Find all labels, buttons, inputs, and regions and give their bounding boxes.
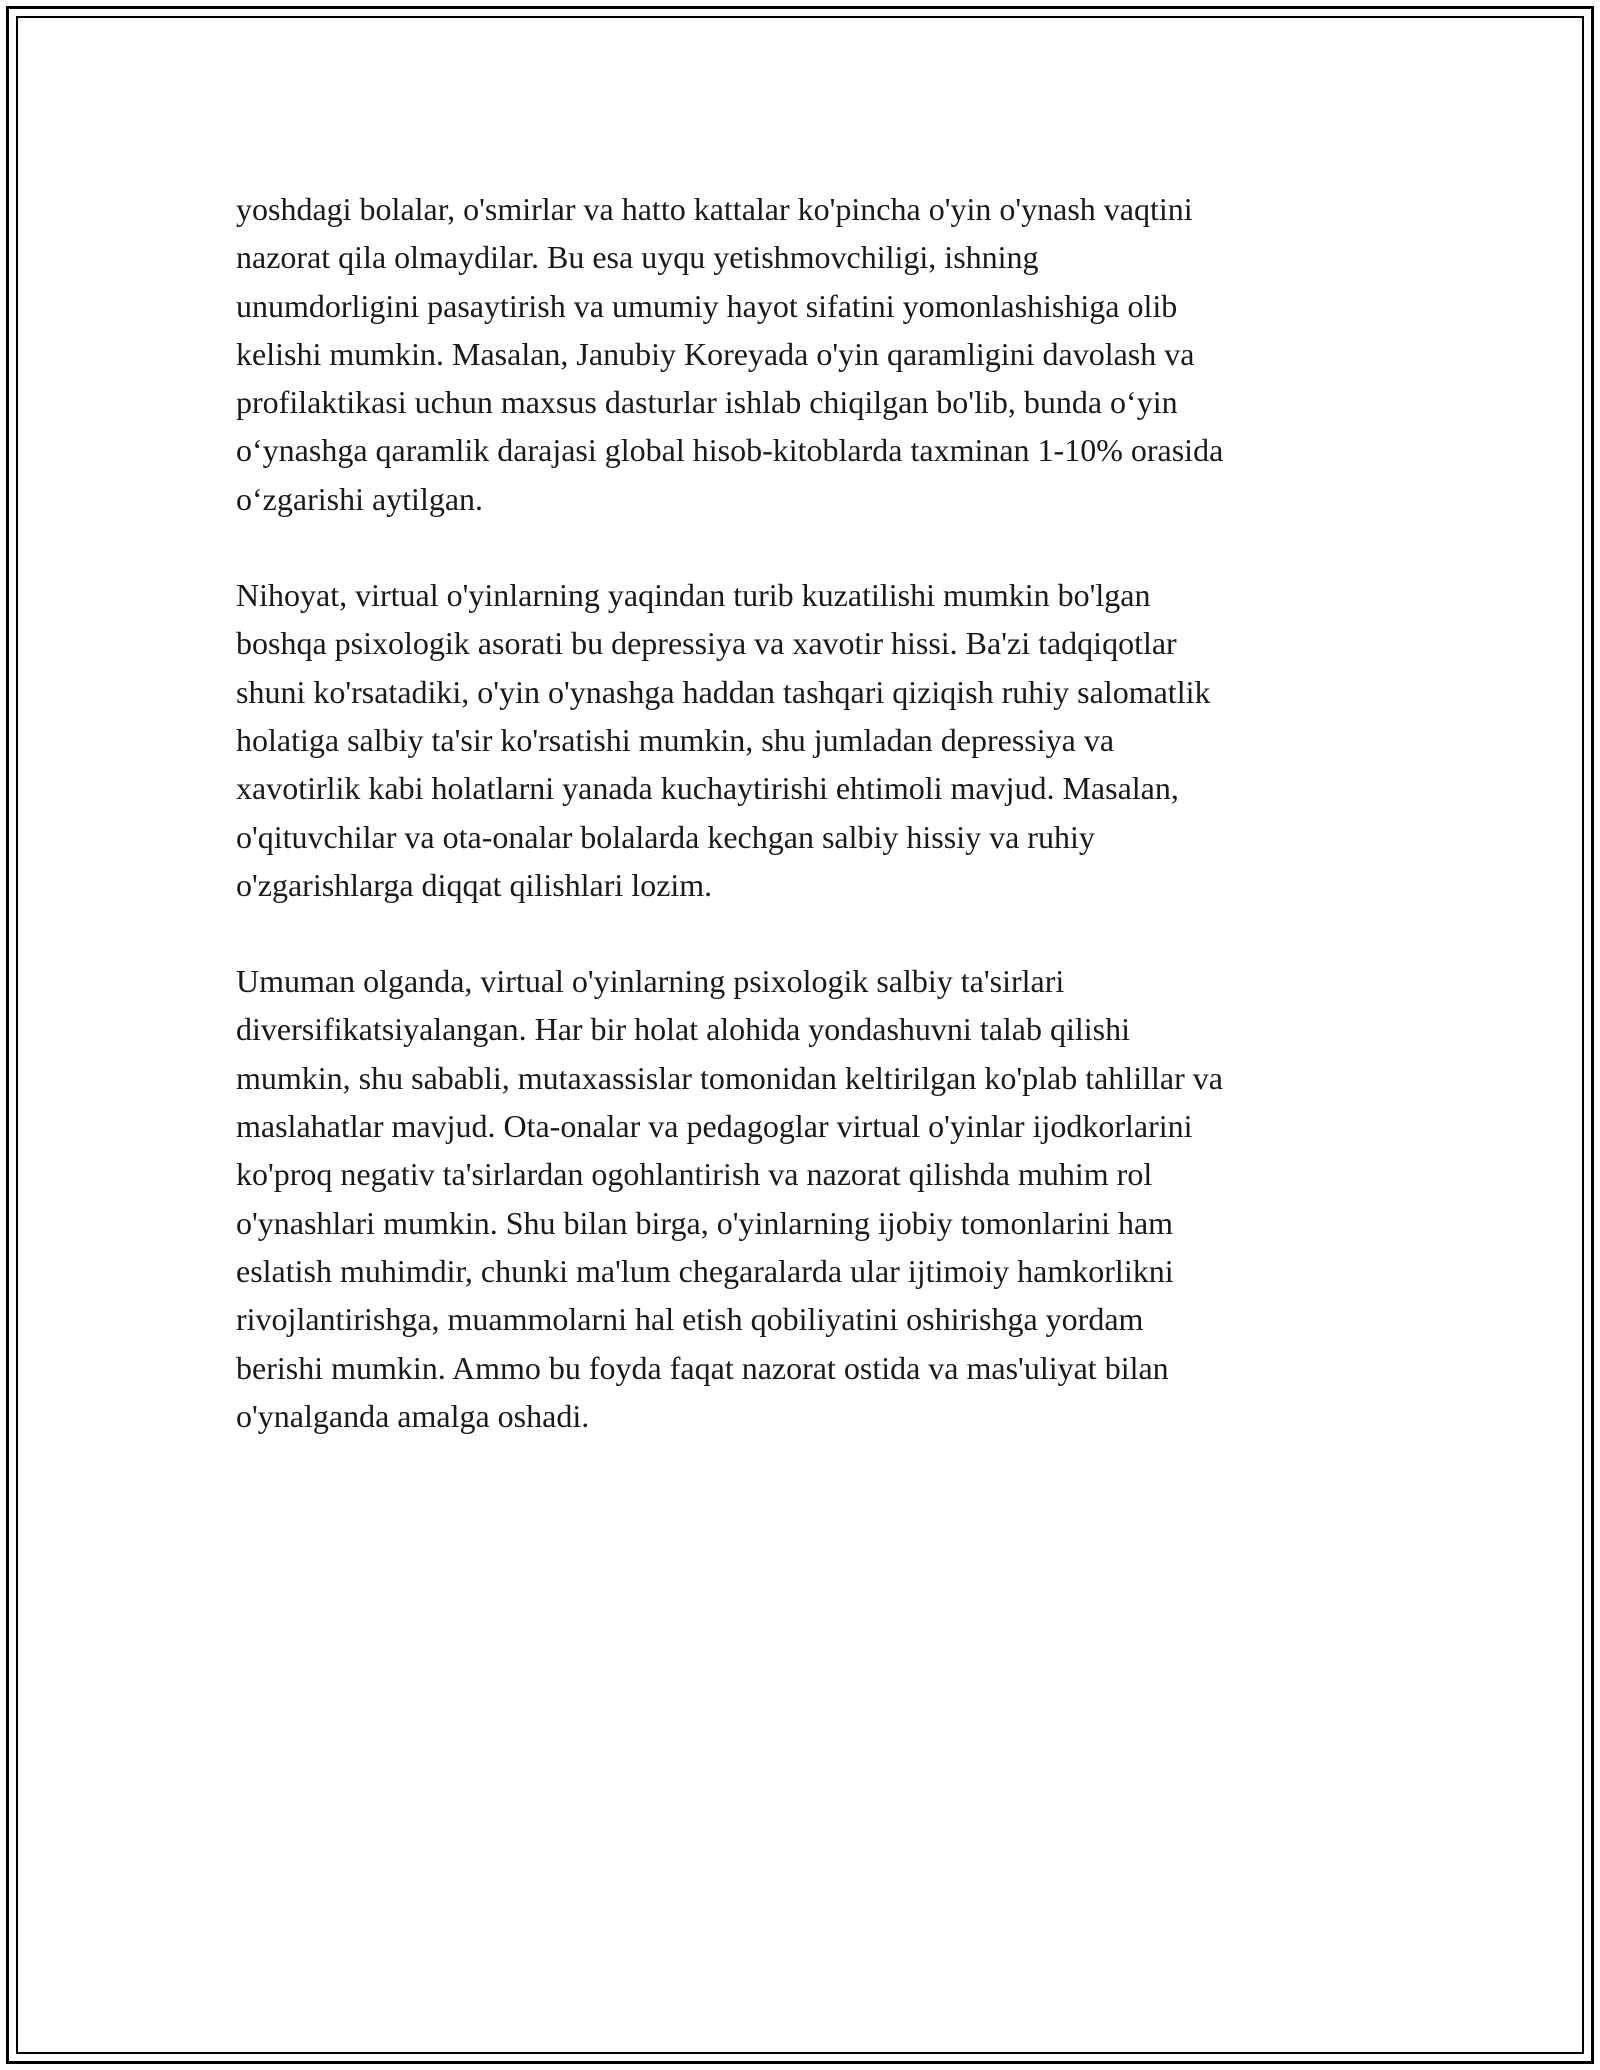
text-line: mumkin, shu sababli, mutaxassislar tomonidan keltirilgan ko'plab tahlillar va [236,1059,1223,1096]
paragraph-3 [236,957,1376,1440]
text-line: Umuman olganda, virtual o'yinlarning psixologik salbiy ta'sirlari [236,963,1065,1000]
text-line: Nihoyat, virtual o'yinlarning yaqindan turib kuzatilishi mumkin bo'lgan [236,577,1151,614]
paragraph-2 [236,571,1376,909]
text-line: rivojlantirishga, muammolarni hal etish qobiliyatini oshirishga yordam [236,1301,1144,1338]
text-line: maslahatlar mavjud. Ota-onalar va pedagoglar virtual o'yinlar ijodkorlarini [236,1108,1193,1145]
text-line: unumdorligini pasaytirish va umumiy hayot sifatini yomonlashishiga olib [236,287,1178,324]
text-line: ko'proq negativ ta'sirlardan ogohlantirish va nazorat qilishda muhim rol [236,1156,1153,1193]
paragraph-1 [236,185,1376,523]
text-line: nazorat qila olmaydilar. Bu esa uyqu yetishmovchiligi, ishning [236,239,1039,276]
text-line: o'qituvchilar va ota-onalar bolalarda kechgan salbiy hissiy va ruhiy [236,818,1095,855]
text-line: kelishi mumkin. Masalan, Janubiy Koreyada o'yin qaramligini davolash va [236,335,1195,372]
text-line: diversifikatsiyalangan. Har bir holat alohida yondashuvni talab qilishi [236,1011,1131,1048]
text-line: boshqa psixologik asorati bu depressiya va xavotir hissi. Ba'zi tadqiqotlar [236,625,1177,662]
text-line: profilaktikasi uchun maxsus dasturlar ishlab chiqilgan bo'lib, bunda o‘yin [236,384,1178,421]
text-line: eslatish muhimdir, chunki ma'lum chegaralarda ular ijtimoiy hamkorlikni [236,1252,1174,1289]
text-line: o'ynalganda amalga oshadi. [236,1397,590,1434]
text-line: o'zgarishlarga diqqat qilishlari lozim. [236,866,713,903]
text-line: shuni ko'rsatadiki, o'yin o'ynashga haddan tashqari qiziqish ruhiy salomatlik [236,673,1211,710]
text-line: berishi mumkin. Ammo bu foyda faqat nazorat ostida va mas'uliyat bilan [236,1349,1169,1386]
text-line: holatiga salbiy ta'sir ko'rsatishi mumkin, shu jumladan depressiya va [236,721,1115,758]
text-line: o‘ynashga qaramlik darajasi global hisob-kitoblarda taxminan 1-10% orasida [236,432,1224,469]
text-line: yoshdagi bolalar, o'smirlar va hatto kattalar ko'pincha o'yin o'ynash vaqtini [236,191,1193,227]
text-line: o‘zgarishi aytilgan. [236,480,484,517]
document-body [236,185,1376,1488]
text-line: o'ynashlari mumkin. Shu bilan birga, o'yinlarning ijobiy tomonlarini ham [236,1204,1174,1241]
text-line: xavotirlik kabi holatlarni yanada kuchaytirishi ehtimoli mavjud. Masalan, [236,770,1179,807]
